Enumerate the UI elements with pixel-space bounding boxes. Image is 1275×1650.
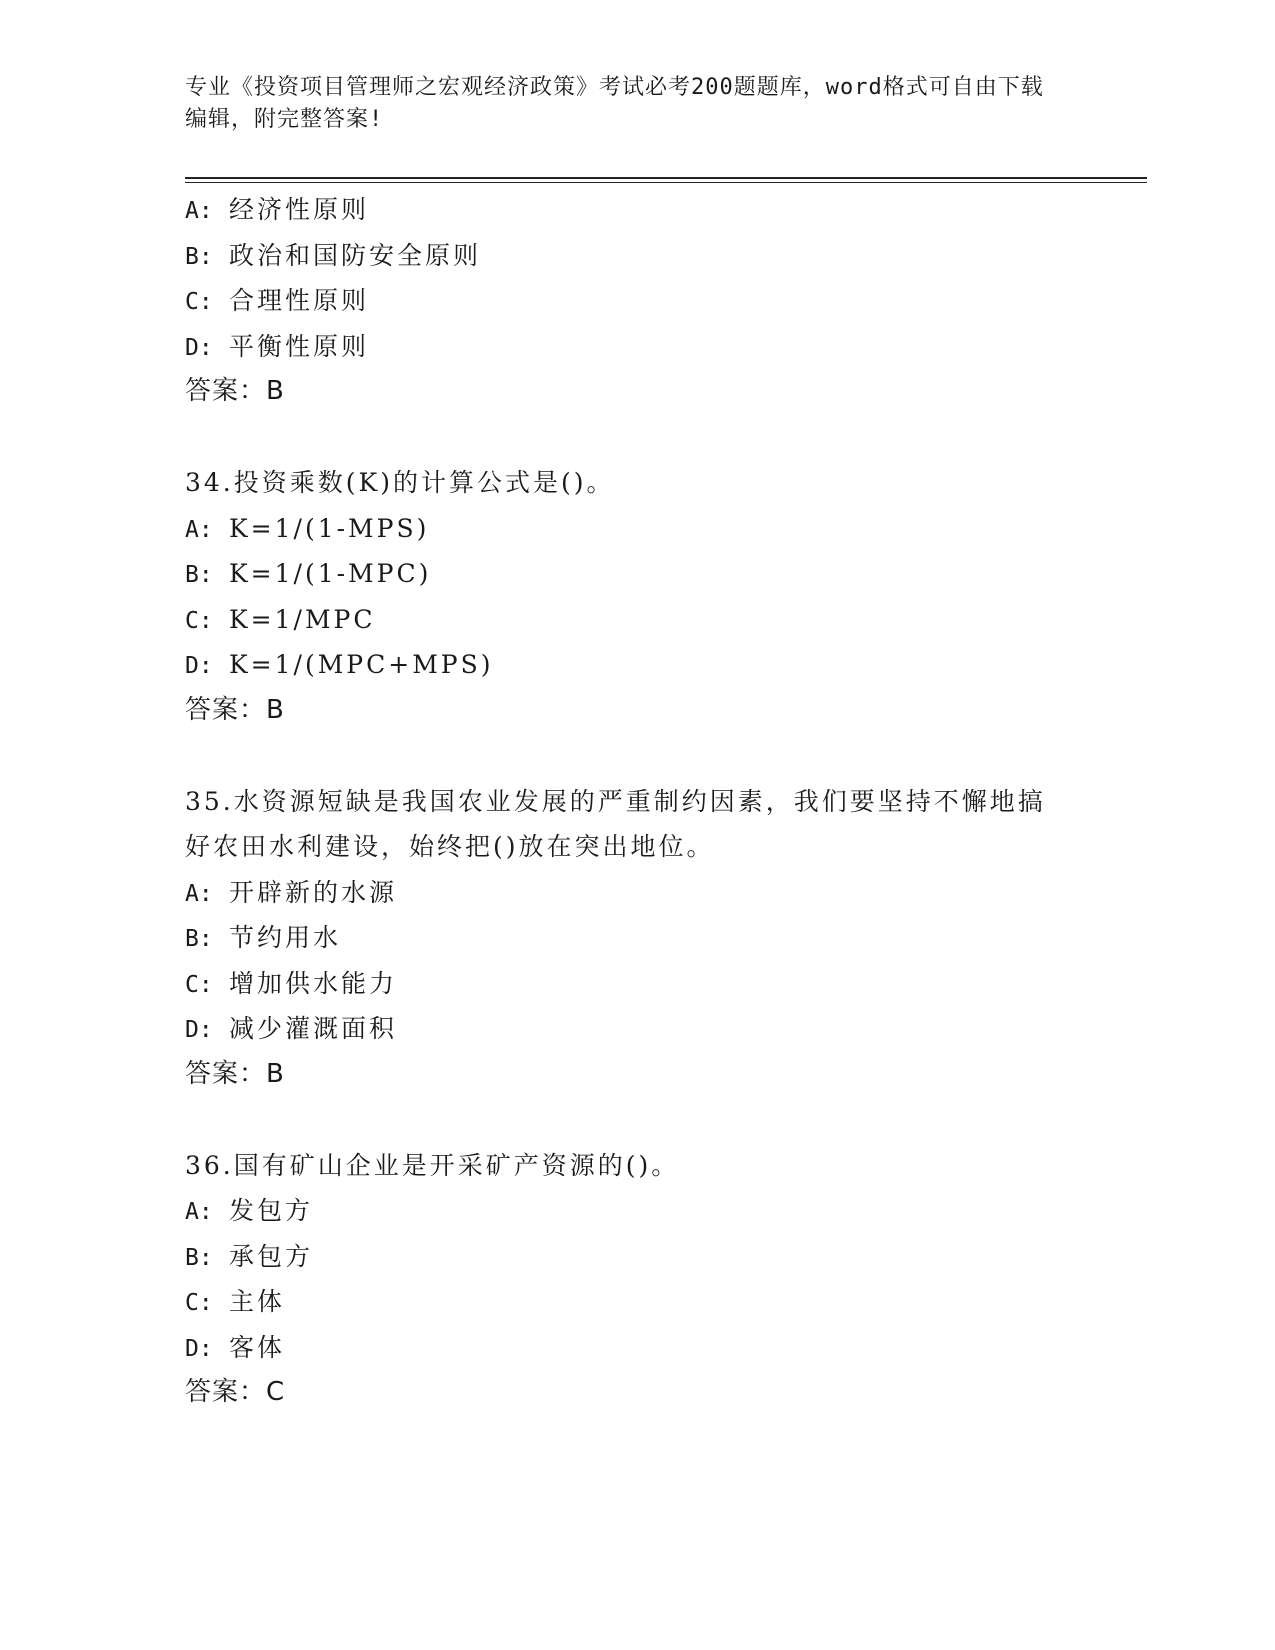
option-text: 开辟新的水源 xyxy=(229,877,398,907)
question-block-33 xyxy=(185,187,1085,415)
answer-line: 答案：C xyxy=(185,1377,286,1407)
option-letter: D: xyxy=(185,653,213,679)
option-d xyxy=(185,642,1085,688)
document-header: 专业《投资项目管理师之宏观经济政策》考试必考200题题库，word格式可自由下载编辑，附完整答案! xyxy=(185,75,1044,132)
option-letter: C: xyxy=(185,289,213,315)
option-text: 平衡性原则 xyxy=(229,331,370,361)
option-c xyxy=(185,961,1085,1007)
question-text: 34.投资乘数(K)的计算公式是()。 xyxy=(185,468,615,497)
spacer xyxy=(185,415,1085,461)
option-text: 发包方 xyxy=(229,1196,314,1225)
option-d xyxy=(185,1006,1085,1052)
option-letter: A: xyxy=(185,1199,213,1225)
option-b xyxy=(185,233,1085,279)
option-letter: A: xyxy=(185,880,213,907)
option-letter: D: xyxy=(185,1335,213,1362)
option-text: 经济性原则 xyxy=(229,195,370,224)
answer-line: 答案：B xyxy=(185,376,285,406)
option-letter: B: xyxy=(185,926,213,952)
option-text: K=1/(MPC+MPS) xyxy=(229,650,494,679)
option-letter: A: xyxy=(185,198,213,224)
question-list xyxy=(185,187,1085,1416)
option-b xyxy=(185,915,1085,961)
option-text: 客体 xyxy=(229,1332,286,1362)
option-text: K=1/MPC xyxy=(229,604,376,634)
option-text: 合理性原则 xyxy=(229,286,370,315)
option-text: 节约用水 xyxy=(229,923,342,952)
question-block-36 xyxy=(185,1143,1085,1416)
option-letter: C: xyxy=(185,971,213,998)
option-text: 承包方 xyxy=(229,1241,314,1271)
option-a xyxy=(185,506,1085,552)
option-a xyxy=(185,870,1085,916)
option-text: 主体 xyxy=(229,1287,286,1316)
option-text: K=1/(1-MPC) xyxy=(229,559,432,588)
header-divider-thin xyxy=(185,182,1147,183)
option-a xyxy=(185,1188,1085,1234)
option-text: 减少灌溉面积 xyxy=(229,1014,398,1043)
spacer xyxy=(185,1097,1085,1143)
header-divider-thick xyxy=(185,177,1147,179)
option-text: 政治和国防安全原则 xyxy=(229,240,482,270)
spacer xyxy=(185,733,1085,779)
option-letter: D: xyxy=(185,334,213,361)
question-block-34 xyxy=(185,460,1085,733)
option-c xyxy=(185,278,1085,324)
option-text: 增加供水能力 xyxy=(229,968,398,998)
question-block-35 xyxy=(185,779,1085,1098)
question-text-line-2: 好农田水利建设，始终把()放在突出地位。 xyxy=(185,832,715,861)
option-letter: A: xyxy=(185,516,213,543)
option-text: K=1/(1-MPS) xyxy=(229,513,430,543)
option-letter: C: xyxy=(185,607,213,634)
option-c xyxy=(185,1279,1085,1325)
option-d xyxy=(185,1325,1085,1371)
option-letter: C: xyxy=(185,1290,213,1316)
option-a xyxy=(185,187,1085,233)
option-letter: D: xyxy=(185,1017,213,1043)
question-text: 36.国有矿山企业是开采矿产资源的()。 xyxy=(185,1150,680,1180)
question-text-line-1: 35.水资源短缺是我国农业发展的严重制约因素，我们要坚持不懈地搞 xyxy=(185,786,1046,816)
option-d xyxy=(185,324,1085,370)
answer-line: 答案：B xyxy=(185,694,285,725)
option-letter: B: xyxy=(185,562,213,588)
option-b xyxy=(185,1234,1085,1280)
option-letter: B: xyxy=(185,1244,213,1271)
option-c xyxy=(185,597,1085,643)
answer-line: 答案：B xyxy=(185,1058,285,1089)
option-letter: B: xyxy=(185,243,213,270)
option-b xyxy=(185,551,1085,597)
